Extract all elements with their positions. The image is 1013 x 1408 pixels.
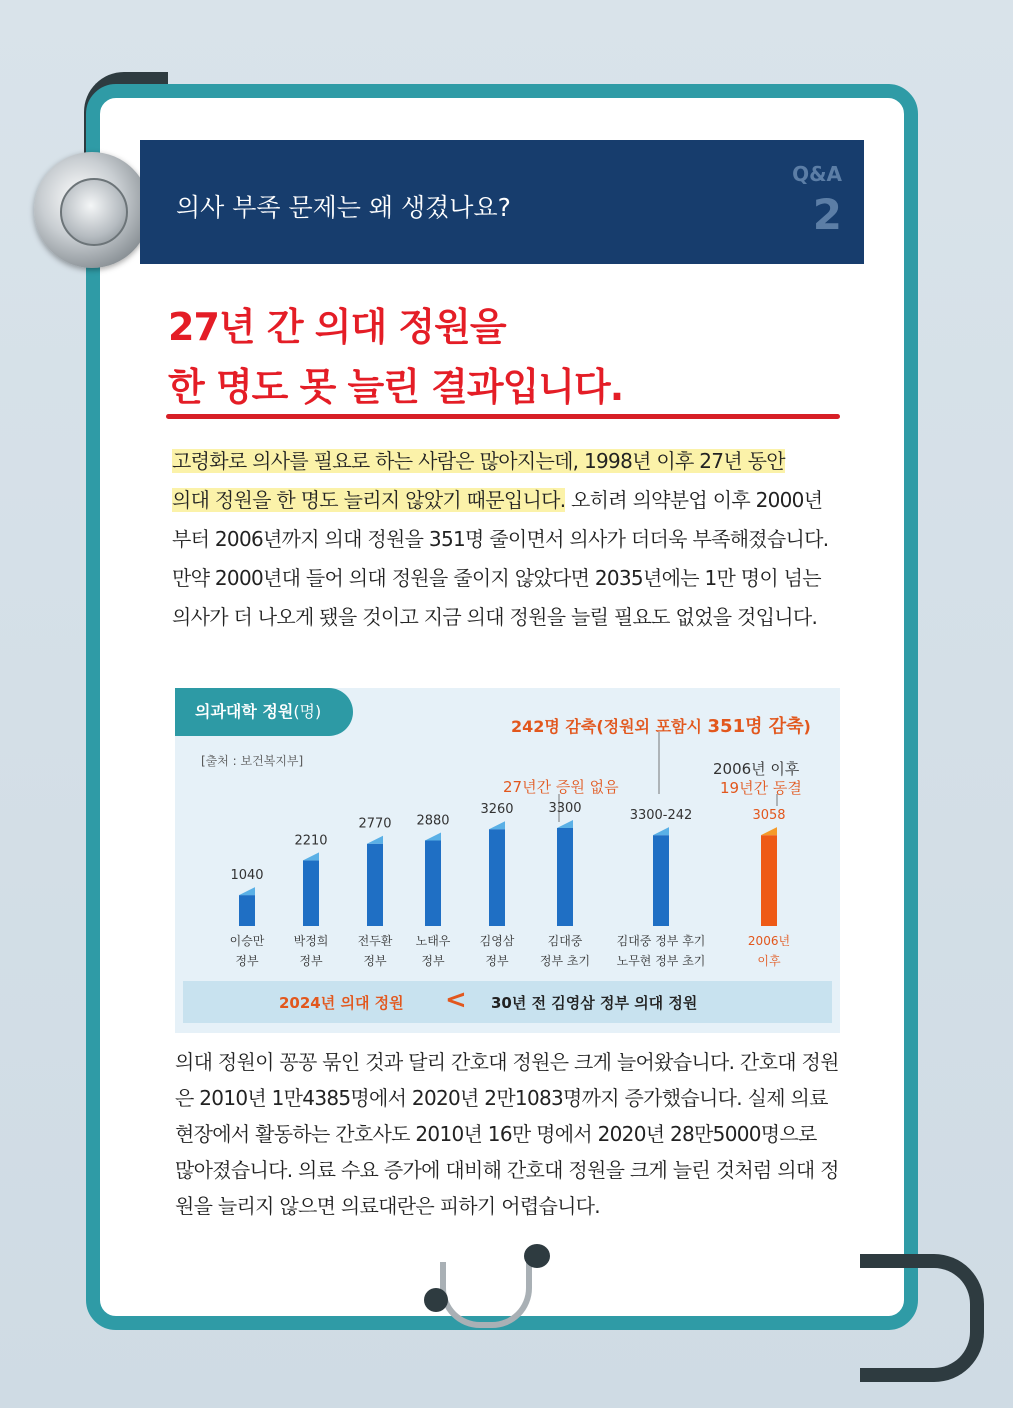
- less-than-icon: <: [445, 985, 467, 1015]
- answer-paragraph-1: [172, 442, 840, 637]
- category-label: 전두환: [357, 934, 393, 948]
- category-label: 김영삼: [479, 934, 515, 948]
- category-label: 김대중 정부 후기: [616, 934, 706, 948]
- category-label: 정부: [235, 954, 259, 968]
- category-label: 정부: [485, 954, 509, 968]
- value-label: 3260: [480, 802, 514, 818]
- headline-underline: [166, 414, 840, 419]
- bar-cap: [425, 832, 441, 840]
- bar-cap: [303, 852, 319, 860]
- no-increase-annotation: 27년간 증원 없음: [503, 778, 619, 796]
- category-label: 박정희: [293, 934, 329, 948]
- value-label: 1040: [230, 868, 264, 884]
- stethoscope-binaural-decoration: [440, 1262, 532, 1328]
- qa-number: 2: [812, 190, 842, 239]
- highlighted-text: 고령화로 의사를 필요로 하는 사람은 많아지는데, 1998년 이후 27년 동안: [172, 449, 785, 473]
- value-label: 2210: [294, 833, 328, 849]
- qa-label: Q&A: [792, 162, 842, 186]
- value-label: 3058: [752, 808, 786, 824]
- bar: [367, 844, 383, 926]
- bar-cap: [367, 836, 383, 844]
- value-label: 2770: [358, 816, 392, 832]
- category-label: 김대중: [547, 934, 583, 948]
- bar: [653, 835, 669, 926]
- question-text: 의사 부족 문제는 왜 생겼나요?: [176, 193, 511, 222]
- stethoscope-eartip-icon: [524, 1244, 550, 1268]
- category-label: 노태우: [415, 934, 451, 948]
- category-label: 정부 초기: [539, 954, 591, 968]
- category-label: 정부: [363, 954, 387, 968]
- headline-line-2: 한 명도 못 늘린 결과입니다.: [168, 365, 624, 409]
- footer-2024-label: 2024년 의대 정원: [279, 994, 404, 1012]
- medical-school-quota-chart: [175, 688, 840, 1033]
- highlighted-text: 의대 정원을 한 명도 늘리지 않았기 때문입니다.: [172, 488, 566, 512]
- bar: [303, 860, 319, 926]
- stethoscope-chestpiece-icon: [34, 152, 150, 268]
- bar: [239, 895, 255, 926]
- chart-title: 의과대학 정원(명): [175, 688, 353, 736]
- stethoscope-tube-bottom-decoration: [860, 1254, 984, 1382]
- question-header: [140, 140, 864, 264]
- bar: [761, 835, 777, 926]
- category-label: 이후: [757, 954, 781, 968]
- chart-source: [출처 : 보건복지부]: [201, 754, 304, 768]
- category-label: 정부: [421, 954, 445, 968]
- category-label: 이승만: [229, 934, 265, 948]
- stethoscope-eartip-icon: [424, 1288, 448, 1312]
- bar-cap: [489, 821, 505, 829]
- bar: [425, 840, 441, 926]
- value-label: 2880: [416, 813, 450, 829]
- footer-comparison-label: 30년 전 김영삼 정부 의대 정원: [491, 994, 698, 1012]
- category-label: 2006년: [747, 934, 791, 948]
- reduction-annotation: 242명 감축(정원외 포함시 351명 감축): [511, 716, 811, 737]
- frozen-annotation: 19년간 동결: [720, 779, 802, 797]
- category-label: 노무현 정부 초기: [616, 954, 706, 968]
- paragraph-text: 오히려 의약분업 이후 2000년부터 2006년까지 의대 정원을 351명 줄이면서 의사가 더더욱 부족해졌습니다. 만약 2000년대 들어 의대 정원을 줄이지 않았다면 2035년에는 1만 명이 넘는 의사가 더 나오게 됐을 것이고 지금 의대 정원을 늘릴 필요도 없었을 것입니다.: [172, 488, 829, 629]
- category-label: 정부: [299, 954, 323, 968]
- bar-cap: [239, 887, 255, 895]
- headline-line-1: 27년 간 의대 정원을: [168, 305, 506, 349]
- bar: [489, 829, 505, 926]
- stethoscope-diaphragm: [60, 178, 128, 246]
- value-label: 3300: [548, 801, 582, 816]
- chart-footer: [183, 981, 832, 1023]
- bar-cap: [653, 827, 669, 835]
- value-label: 3300-242: [629, 808, 693, 824]
- answer-paragraph-2: 의대 정원이 꽁꽁 묶인 것과 달리 간호대 정원은 크게 늘어왔습니다. 간호대 정원은 2010년 1만4385명에서 2020년 2만1083명까지 증가했습니다. 실제 의료 현장에서 활동하는 간호사도 2010년 16만 명에서 2020년 28만5000명으로 많아졌습니다. 의료 수요 증가에 대비해 간호대 정원을 크게 늘린 것처럼 의대 정원을 늘리지 않으면 의료대란은 피하기 어렵습니다.: [175, 1050, 839, 1218]
- bar: [557, 828, 573, 926]
- after-2006-annotation: 2006년 이후: [713, 760, 800, 778]
- bar-cap: [761, 827, 777, 835]
